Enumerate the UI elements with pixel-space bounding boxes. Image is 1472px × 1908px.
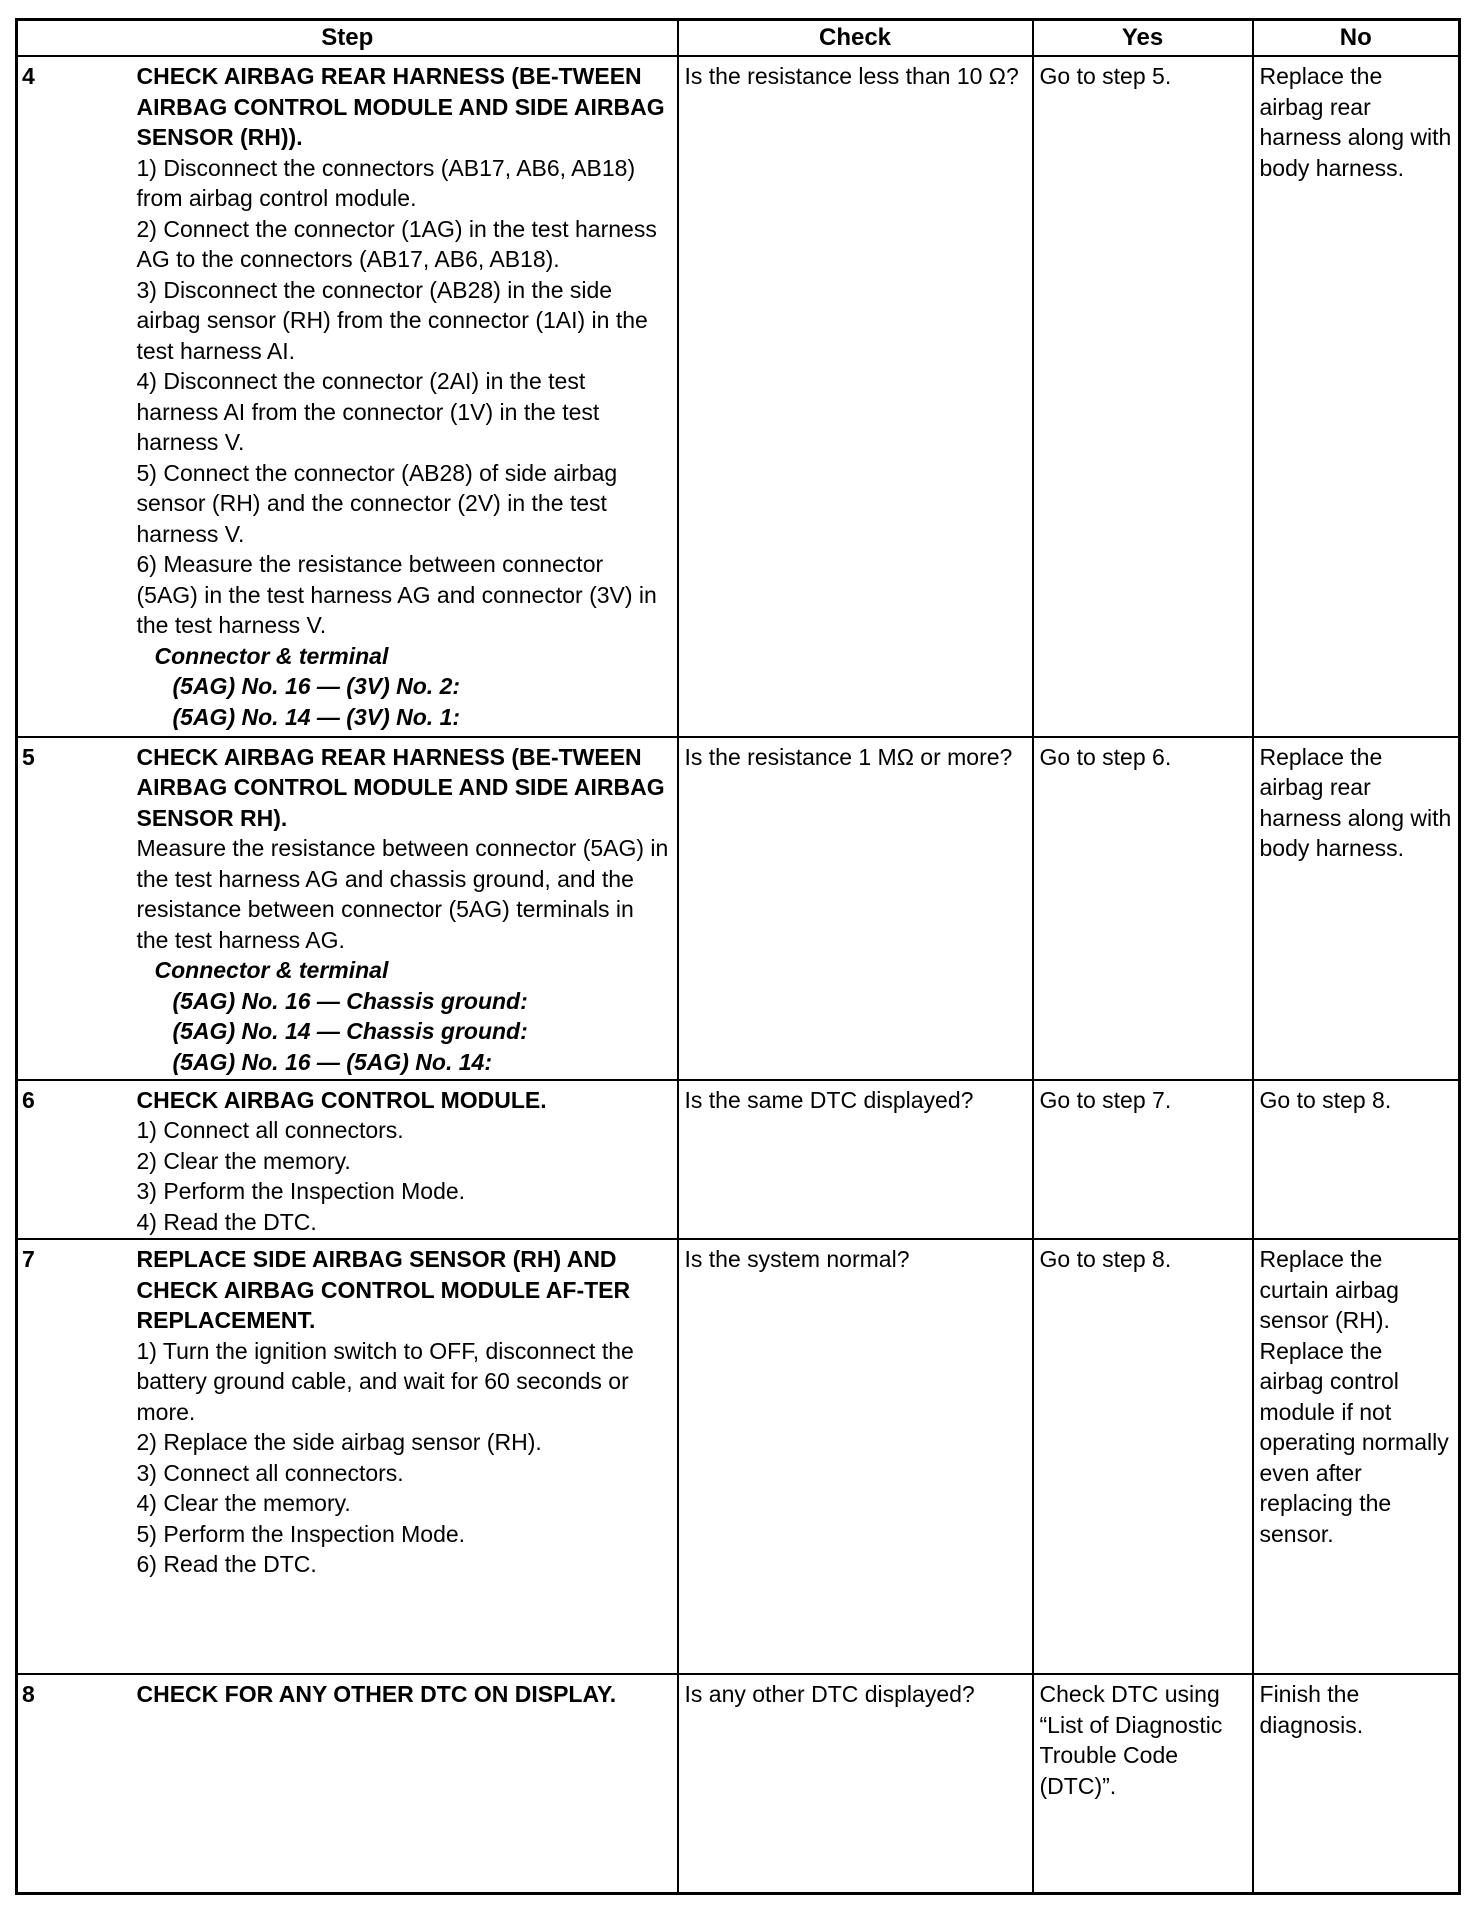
table-row [17,56,1460,737]
yes-cell: Check DTC using “List of Diagnostic Trouble Code (DTC)”. [1033,1674,1253,1893]
header-row [17,20,1460,57]
step-description [135,56,678,737]
connector-item: (5AG) No. 16 — Chassis ground: [172,987,528,1014]
connector-item: (5AG) No. 14 — (3V) No. 1: [172,703,461,730]
step-title: CHECK AIRBAG REAR HARNESS (BE-TWEEN AIRBAG CONTROL MODULE AND SIDE AIRBAG SENSOR (RH)). [136,63,665,150]
step-instruction: 3) Disconnect the connector (AB28) in the side airbag sensor (RH) from the connector (1AI) in the test harness AI. [136,276,648,364]
step-number: 7 [17,1239,135,1674]
step-instruction: 5) Connect the connector (AB28) of side airbag sensor (RH) and the connector (2V) in the test harness V. [136,459,618,547]
check-cell: Is the same DTC displayed? [678,1080,1033,1239]
step-instruction: 3) Perform the Inspection Mode. [136,1178,466,1205]
table-row [17,1674,1460,1893]
yes-cell: Go to step 8. [1033,1239,1253,1674]
step-instruction: 1) Connect all connectors. [136,1117,404,1144]
step-instruction: Measure the resistance between connector (5AG) in the test harness AG and chassis ground, and the resistance between connector (5AG) terminals in the test harness AG. [136,835,669,953]
no-cell: Replace the airbag rear harness along with body harness. [1253,737,1460,1080]
step-description [135,1239,678,1674]
step-number: 5 [17,737,135,1080]
step-description [135,1080,678,1239]
step-description [135,1674,678,1893]
step-title: REPLACE SIDE AIRBAG SENSOR (RH) AND CHECK AIRBAG CONTROL MODULE AF-TER REPLACEMENT. [136,1246,631,1334]
step-instruction: 1) Disconnect the connectors (AB17, AB6, AB18) from airbag control module. [136,154,636,211]
connector-heading: Connector & terminal [154,642,389,669]
step-title: CHECK FOR ANY OTHER DTC ON DISPLAY. [136,1681,617,1708]
no-cell: Finish the diagnosis. [1253,1674,1460,1893]
yes-cell: Go to step 5. [1033,56,1253,737]
table-row [17,1239,1460,1674]
step-instruction: 4) Disconnect the connector (2AI) in the test harness AI from the connector (1V) in the test harness V. [136,368,600,455]
no-cell: Go to step 8. [1253,1080,1460,1239]
connector-item: (5AG) No. 14 — Chassis ground: [172,1018,528,1045]
step-instruction: 2) Replace the side airbag sensor (RH). [136,1429,542,1456]
step-instruction: 6) Measure the resistance between connector (5AG) in the test harness AG and connector (3V) in the test harness V. [136,551,657,638]
step-title: CHECK AIRBAG REAR HARNESS (BE-TWEEN AIRBAG CONTROL MODULE AND SIDE AIRBAG SENSOR RH). [136,743,665,831]
yes-cell: Go to step 7. [1033,1080,1253,1239]
step-number: 8 [17,1674,135,1893]
step-instruction: 2) Connect the connector (1AG) in the test harness AG to the connectors (AB17, AB6, AB18). [136,215,657,272]
check-cell: Is any other DTC displayed? [678,1674,1033,1893]
connector-heading: Connector & terminal [154,957,389,984]
no-cell: Replace the airbag rear harness along with body harness. [1253,56,1460,737]
step-number: 4 [17,56,135,737]
step-instruction: 3) Connect all connectors. [136,1459,404,1486]
check-cell: Is the resistance 1 MΩ or more? [678,737,1033,1080]
header-step: Step [17,20,678,57]
header-check: Check [678,20,1033,57]
step-instruction: 4) Clear the memory. [136,1490,351,1517]
step-instruction: 1) Turn the ignition switch to OFF, disconnect the battery ground cable, and wait for 60 seconds or more. [136,1337,634,1425]
connector-item: (5AG) No. 16 — (3V) No. 2: [172,673,461,699]
step-title: CHECK AIRBAG CONTROL MODULE. [136,1086,547,1113]
step-number: 6 [17,1080,135,1239]
step-instruction: 2) Clear the memory. [136,1147,351,1174]
step-description [135,737,678,1080]
yes-cell: Go to step 6. [1033,737,1253,1080]
connector-item: (5AG) No. 16 — (5AG) No. 14: [172,1048,492,1075]
step-instruction: 5) Perform the Inspection Mode. [136,1520,466,1547]
header-no: No [1253,20,1460,57]
header-yes: Yes [1033,20,1253,57]
step-instruction: 4) Read the DTC. [136,1208,317,1235]
check-cell: Is the resistance less than 10 Ω? [678,56,1033,737]
check-cell: Is the system normal? [678,1239,1033,1674]
no-cell: Replace the curtain airbag sensor (RH). Replace the airbag control module if not operating normally even after replacing the sensor. [1253,1239,1460,1674]
table-row [17,1080,1460,1239]
table-row [17,737,1460,1080]
diagnostic-table [15,18,1461,1895]
step-instruction: 6) Read the DTC. [136,1551,317,1578]
